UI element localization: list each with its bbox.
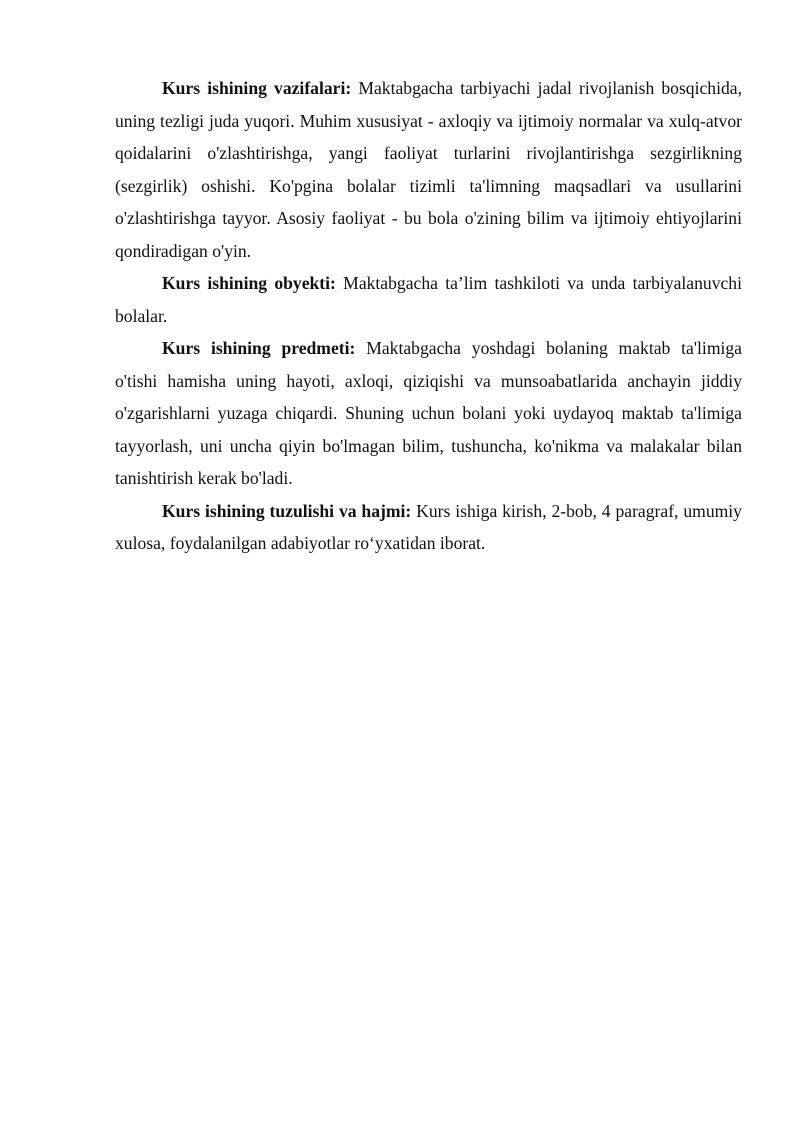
paragraph-tuzulishi <box>115 495 742 560</box>
paragraph-heading: Kurs ishining tuzulishi va hajmi: <box>162 500 412 521</box>
paragraph-text: Maktabgacha yoshdagi bolaning maktab ta'limiga o'tishi hamisha uning hayoti, axloqi, qiziqishi va munsoabatlarida anchayin jiddiy o'zgarishlarni yuzaga chiqardi. Shuning uchun bolani yoki uydayoq maktab ta'limiga tayyorlash, uni uncha qiyin bo'lmagan bilim, tushuncha, ko'nikma va malakalar bilan tanishtirish kerak bo'ladi. <box>115 338 742 488</box>
paragraph-obyekti <box>115 267 742 332</box>
paragraph-vazifalari <box>115 72 742 267</box>
paragraph-text: Maktabgacha ta’lim tashkiloti va unda tarbiyalanuvchi bolalar. <box>115 273 742 326</box>
document-body <box>115 72 742 560</box>
paragraph-heading: Kurs ishining predmeti: <box>162 338 356 358</box>
paragraph-heading: Kurs ishining vazifalari: <box>162 78 352 98</box>
paragraph-predmeti <box>115 332 742 495</box>
paragraph-heading: Kurs ishining obyekti: <box>162 273 336 293</box>
paragraph-text: Maktabgacha tarbiyachi jadal rivojlanish bosqichida, uning tezligi juda yuqori. Muhim xususiyat - axloqiy va ijtimoiy normalar va xulq-atvor qoidalarini o'zlashtirishga, yangi faoliyat turlarini rivojlantirishga sezgirlikning (sezgirlik) oshishi. Ko'pgina bolalar tizimli ta'limning maqsadlari va usullarini o'zlashtirishga tayyor. Asosiy faoliyat - bu bola o'zining bilim va ijtimoiy ehtiyojlarini qondiradigan o'yin. <box>115 78 742 261</box>
paragraph-text: Kurs ishiga kirish, 2-bob, 4 paragraf, umumiy xulosa, foydalanilgan adabiyotlar ro‘yxatidan iborat. <box>115 500 742 553</box>
